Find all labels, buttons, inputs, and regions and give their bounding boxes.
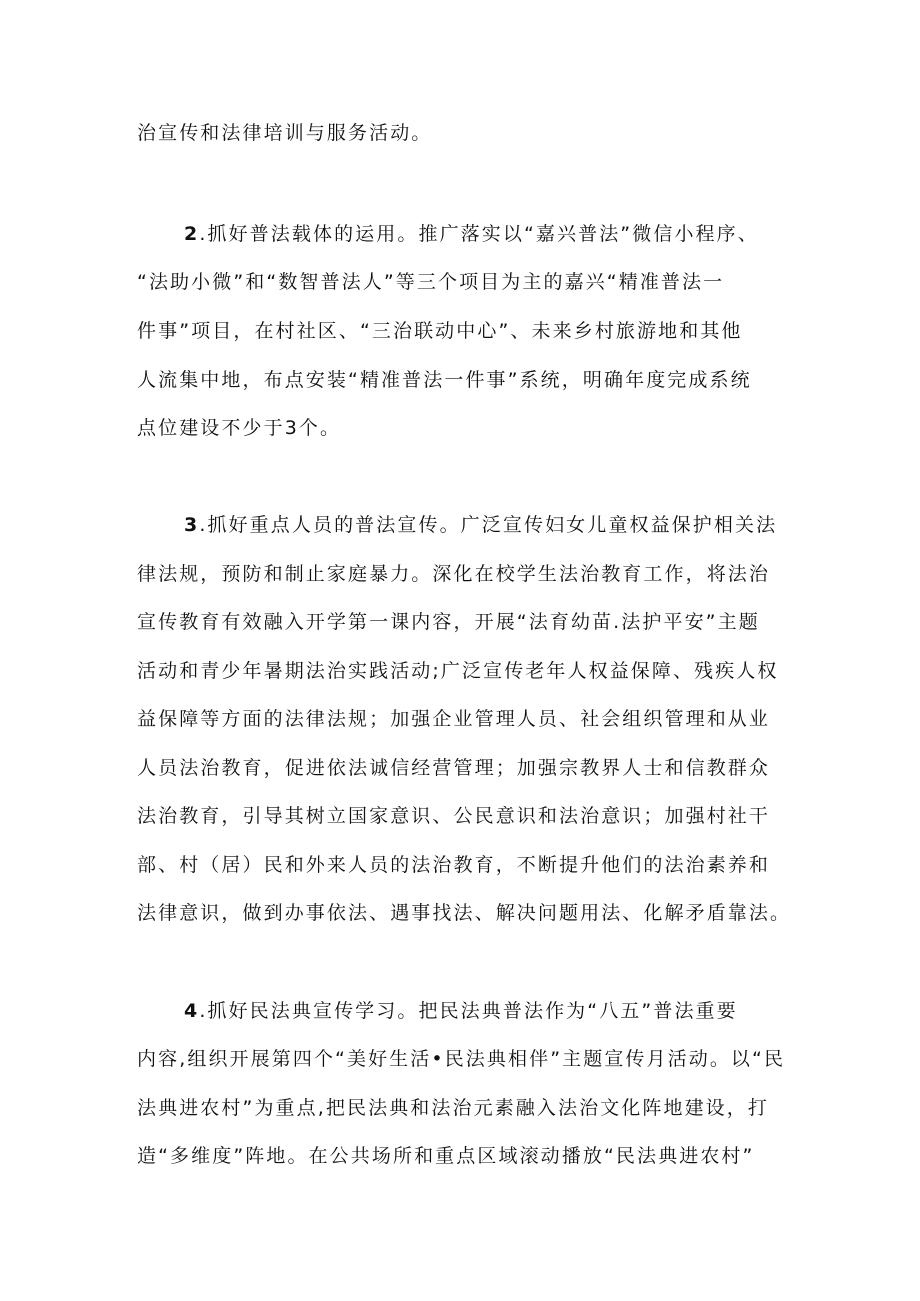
item-3-line: 法治教育，引导其树立国家意识、公民意识和法治意识；加强村社干 bbox=[137, 805, 771, 827]
item-3-line: 活动和青少年暑期法治实践活动;广泛宣传老年人权益保障、残疾人权 bbox=[137, 660, 779, 682]
item-number: 3 bbox=[184, 514, 200, 536]
item-3-line: 律法规，预防和制止家庭暴力。深化在校学生法治教育工作，将法治 bbox=[137, 563, 771, 585]
item-2-line: 人流集中地，布点安装“精准普法一件事”系统，明确年度完成系统 bbox=[137, 369, 752, 391]
item-3-line: 部、村（居）民和外来人员的法治教育，不断提升他们的法治素养和 bbox=[137, 854, 771, 876]
item-3-first-line bbox=[184, 508, 796, 542]
intro-line: 治宣传和法律培训与服务活动。 bbox=[137, 122, 433, 144]
item-4-first-line bbox=[184, 994, 796, 1028]
item-2-first-line bbox=[184, 217, 796, 251]
item-heading-text: .抓好民法典宣传学习。把民法典普法作为“八五”普法重要 bbox=[199, 1000, 738, 1022]
item-4-line: 造“多维度”阵地。在公共场所和重点区域滚动播放“民法典进农村” bbox=[137, 1145, 755, 1167]
item-3-line: 法律意识，做到办事依法、遇事找法、解决问题用法、化解矛盾靠法。 bbox=[137, 902, 792, 924]
item-number: 4 bbox=[184, 1000, 200, 1022]
item-4-line: 内容,组织开展第四个“美好生活•民法典相伴”主题宣传月活动。以“民 bbox=[137, 1048, 786, 1070]
item-2-line: “法助小微”和“数智普法人”等三个项目为主的嘉兴“精准普法一 bbox=[137, 271, 725, 293]
item-heading-text: .抓好重点人员的普法宣传。广泛宣传妇女儿童权益保护相关法 bbox=[199, 514, 778, 536]
item-number: 2 bbox=[184, 223, 200, 245]
item-2-line: 点位建设不少于3个。 bbox=[137, 417, 342, 439]
item-4-line: 法典进农村”为重点,把民法典和法治元素融入法治文化阵地建设，打 bbox=[137, 1097, 769, 1119]
item-3-line: 人员法治教育，促进依法诚信经营管理；加强宗教界人士和信教群众 bbox=[137, 757, 771, 779]
item-3-line: 宣传教育有效融入开学第一课内容，开展“法育幼苗.法护平安”主题 bbox=[137, 611, 760, 633]
item-2-line: 件事”项目，在村社区、“三治联动中心”、未来乡村旅游地和其他 bbox=[137, 320, 743, 342]
item-heading-text: .抓好普法载体的运用。推广落实以“嘉兴普法”微信小程序、 bbox=[199, 223, 759, 245]
item-3-line: 益保障等方面的法律法规；加强企业管理人员、社会组织管理和从业 bbox=[137, 708, 771, 730]
